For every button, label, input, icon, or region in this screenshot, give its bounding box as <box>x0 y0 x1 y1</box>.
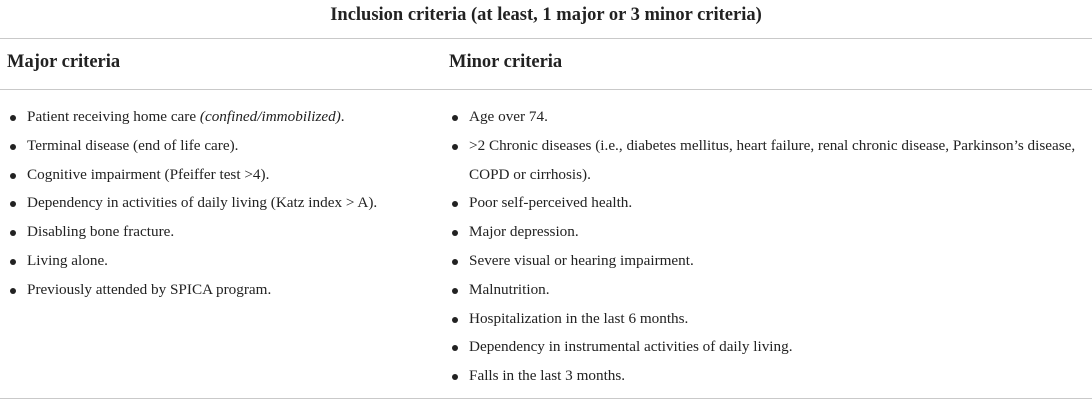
list-item: Disabling bone fracture. <box>7 218 377 247</box>
top-rule <box>0 38 1092 39</box>
item-text-end: . <box>340 108 345 125</box>
item-text: >2 Chronic diseases (i.e., diabetes mellitus, heart failure, renal chronic disease, Parkinson’s disease, <box>469 136 1076 154</box>
list-item: Cognitive impairment (Pfeiffer test >4). <box>7 161 377 190</box>
item-text-italic: (confined/immobilized) <box>199 108 341 125</box>
list-item: Age over 74. <box>449 103 1075 132</box>
item-text: Patient receiving home care <box>27 108 200 125</box>
list-item <box>7 103 377 132</box>
header-rule <box>0 89 1092 90</box>
minor-criteria-list <box>449 103 1075 391</box>
list-item: Major depression. <box>449 218 1075 247</box>
list-item: Terminal disease (end of life care). <box>7 132 377 161</box>
list-item: Living alone. <box>7 247 377 276</box>
list-item: Previously attended by SPICA program. <box>7 276 377 305</box>
list-item: Poor self-perceived health. <box>449 189 1075 218</box>
list-item: Dependency in instrumental activities of daily living. <box>449 333 1075 362</box>
list-item: Malnutrition. <box>449 276 1075 305</box>
list-item: Hospitalization in the last 6 months. <box>449 305 1075 334</box>
list-item: Falls in the last 3 months. <box>449 362 1075 391</box>
major-criteria-heading: Major criteria <box>7 52 121 72</box>
list-item <box>449 132 1075 190</box>
item-text-continued: COPD or cirrhosis). <box>469 165 591 183</box>
minor-criteria-heading: Minor criteria <box>449 52 563 72</box>
list-item: Dependency in activities of daily living (Katz index > A). <box>7 189 377 218</box>
bottom-rule <box>0 398 1092 399</box>
table-title: Inclusion criteria (at least, 1 major or 3 minor criteria) <box>330 5 762 25</box>
major-criteria-list <box>7 103 377 305</box>
list-item: Severe visual or hearing impairment. <box>449 247 1075 276</box>
